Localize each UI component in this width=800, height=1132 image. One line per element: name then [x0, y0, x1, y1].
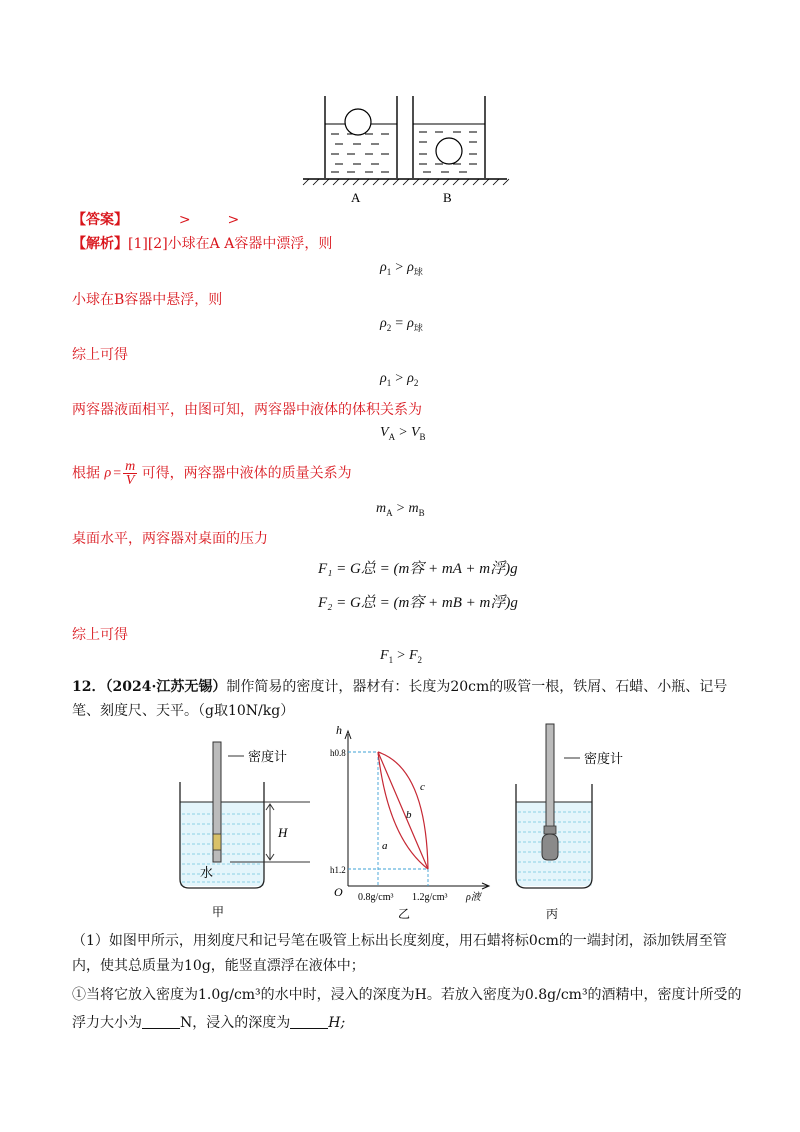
figure-jia: [170, 734, 320, 924]
figure-yi: [326, 718, 496, 924]
yi-x-tick-right: 1.2g/cm³: [412, 892, 448, 903]
analysis-line-4: 两容器液面相平，由图可知，两容器中液体的体积关系为: [72, 402, 422, 418]
analysis-label: 【解析】: [72, 236, 128, 252]
formula-f2: F₂ = G总 = (m容 + mB + m浮)g: [318, 595, 518, 611]
formula-rho2-eq-rhoball: $\rho_2 = \rho_球$: [380, 316, 423, 333]
yi-curve-b: b: [406, 809, 412, 821]
formula-va-gt-vb: $V_A > V_B$: [380, 425, 426, 442]
part-1-line-3: ①当将它放入密度为1.0g/cm³的水中时，浸入的深度为H。若放入密度为0.8g/cm³的酒精中，密度计所受的: [72, 987, 742, 1003]
formula-rho1-gt-rhoball: $\rho_1 > \rho_球$: [380, 260, 423, 277]
yi-y-tick-bottom: h1.2: [330, 865, 346, 875]
jia-densimeter-label: 密度计: [248, 749, 288, 764]
bing-densimeter-label: 密度计: [584, 751, 624, 766]
yi-y-axis-label: h: [336, 723, 342, 737]
yi-curve-a: a: [382, 840, 388, 852]
question-12-line-2: 笔、刻度尺、天平。（g取10N/kg）: [72, 703, 295, 719]
analysis-line-6: 桌面水平，两容器对桌面的压力: [72, 531, 268, 547]
ball-b: [436, 138, 462, 164]
yi-x-tick-left: 0.8g/cm³: [358, 892, 394, 903]
analysis-line-3: 综上可得: [72, 347, 128, 363]
yi-caption: 乙: [398, 907, 411, 921]
formula-rho1-gt-rho2: $\rho_1 > \rho_2$: [380, 371, 419, 388]
analysis-text-1: [1][2]小球在A A容器中漂浮，则: [128, 236, 333, 252]
question-number: 12．: [72, 679, 106, 695]
question-12-line-1: 12．（2024·江苏无锡）制作简易的密度计，器材有：长度为20cm的吸管一根，铁屑、石蜡、小瓶、记号: [72, 679, 728, 695]
ball-a: [345, 109, 371, 135]
jia-water-label: 水: [200, 865, 214, 880]
label-a: A: [351, 190, 361, 204]
answer-blank-force[interactable]: [142, 1014, 180, 1029]
part-1-line-4: 浮力大小为 N，浸入的深度为 H;: [72, 1015, 346, 1031]
answer-line: [72, 209, 239, 229]
yi-curve-c: c: [420, 781, 425, 793]
figure-bing: [508, 718, 648, 924]
answer-symbol-1: >: [178, 212, 191, 228]
analysis-line-7: 综上可得: [72, 627, 128, 643]
analysis-line-1: [72, 233, 332, 253]
formula-ma-gt-mb: $m_A > m_B$: [376, 501, 425, 518]
answer-label: 【答案】: [72, 212, 128, 228]
jia-caption: 甲: [212, 905, 225, 919]
question-source: （2024·江苏无锡）: [105, 679, 227, 695]
part-1-line-1: （1）如图甲所示，用刻度尺和记号笔在吸管上标出长度刻度，用石蜡将标0cm的一端封闭，添加铁屑至管: [72, 933, 727, 949]
formula-f1-gt-f2: $F_1 > F_2$: [380, 648, 423, 665]
formula-f1: F₁ = G总 = (m容 + mA + m浮)g: [318, 561, 518, 577]
yi-y-tick-top: h0.8: [330, 748, 346, 758]
part-1-line-2: 内，使其总质量为10g，能竖直漂浮在液体中；: [72, 958, 365, 974]
analysis-line-5: 根据 ρ = $\frac{m}{V}$ 可得，两容器中液体的质量关系为: [72, 459, 352, 488]
containers-figure: [295, 92, 515, 204]
formula-density: ρ = $\frac{m}{V}$: [104, 459, 136, 488]
label-b: B: [443, 190, 452, 204]
analysis-line-2: 小球在B容器中悬浮，则: [72, 292, 223, 308]
answer-blank-depth[interactable]: [290, 1014, 328, 1029]
yi-x-axis-label: ρ液: [466, 892, 481, 903]
bing-caption: 丙: [546, 907, 559, 921]
answer-symbol-2: >: [227, 212, 240, 228]
yi-origin: O: [334, 885, 343, 899]
jia-depth-label: H: [278, 825, 288, 840]
